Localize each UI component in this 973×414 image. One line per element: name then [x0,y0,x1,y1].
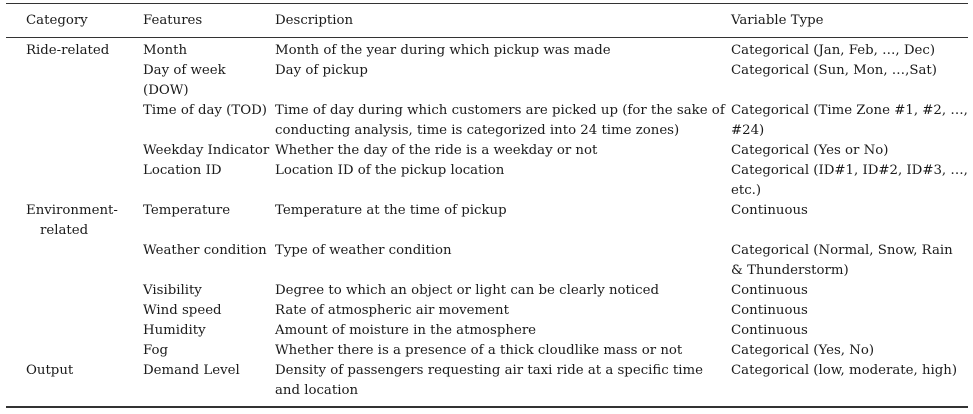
cell-variable-type: Categorical (low, moderate, high) [731,363,958,378]
category-label-continued: related [40,223,89,238]
cell-description: Degree to which an object or light can be clearly noticed [275,283,659,298]
cell-feature: Day of week (DOW) [143,63,226,98]
cell-feature: Month [143,43,188,58]
category-label: Environment- [26,203,118,218]
header-variable-type: Variable Type [731,13,824,28]
table-row [6,361,968,401]
cell-feature: Fog [143,343,169,358]
table-row [6,141,968,161]
cell-category [6,61,143,101]
cell-description: Location ID of the pickup location [275,163,505,178]
cell-description: Whether there is a presence of a thick cloudlike mass or not [275,343,683,358]
cell-variable-type: Categorical (Jan, Feb, …, Dec) [731,43,936,58]
cell-category [6,341,143,361]
table-row [6,301,968,321]
cell-description: Rate of atmospheric air movement [275,303,509,318]
cell-variable-type: Continuous [731,283,808,298]
table-bottom-rule [6,406,968,408]
cell-variable-type: Continuous [731,323,808,338]
cell-description: Temperature at the time of pickup [275,203,507,218]
table-body [6,31,968,401]
table-row [6,31,968,61]
cell-feature: Weather condition [143,243,267,258]
cell-description: Type of weather condition [275,243,452,258]
cell-description: Density of passengers requesting air taxi ride at a specific time and location [275,363,704,398]
header-features: Features [143,13,203,28]
cell-description: Month of the year during which pickup was made [275,43,611,58]
cell-variable-type: Categorical (Yes, No) [731,343,875,358]
table-header [6,11,968,31]
cell-description: Amount of moisture in the atmosphere [275,323,537,338]
cell-category [6,101,143,141]
cell-description: Time of day during which customers are picked up (for the sake of conducting analysis, time is categorized into 24 time zones) [275,103,725,138]
cell-category [6,281,143,301]
cell-category [6,301,143,321]
cell-category [6,31,143,61]
cell-feature: Location ID [143,163,222,178]
cell-description: Whether the day of the ride is a weekday or not [275,143,598,158]
cell-feature: Visibility [143,283,202,298]
table-top-rule [6,3,968,4]
cell-variable-type: Categorical (Yes or No) [731,143,889,158]
cell-category [6,321,143,341]
table-row [6,341,968,361]
cell-variable-type: Continuous [731,203,808,218]
cell-category [6,361,143,401]
table-row [6,61,968,101]
cell-feature: Wind speed [143,303,222,318]
table-row [6,201,968,241]
cell-feature: Time of day (TOD) [143,103,267,118]
cell-feature: Weekday Indicator [143,143,270,158]
cell-variable-type: Categorical (Sun, Mon, …,Sat) [731,63,937,78]
header-row [6,11,968,31]
header-description: Description [275,13,354,28]
table-row [6,101,968,141]
header-category: Category [26,13,88,28]
table-row [6,321,968,341]
cell-category [6,161,143,201]
cell-feature: Temperature [143,203,231,218]
cell-feature: Demand Level [143,363,240,378]
cell-variable-type: Categorical (Normal, Snow, Rain & Thunderstorm) [731,243,953,278]
features-table [6,11,968,401]
table-row [6,161,968,201]
cell-category [6,141,143,161]
cell-feature: Humidity [143,323,206,338]
table-row [6,281,968,301]
category-label: Ride-related [26,43,110,58]
cell-variable-type: Categorical (Time Zone #1, #2, …, #24) [731,103,968,138]
table-row [6,241,968,281]
cell-variable-type: Categorical (ID#1, ID#2, ID#3, …, etc.) [731,163,968,198]
cell-category [6,201,143,241]
cell-description: Day of pickup [275,63,368,78]
cell-variable-type: Continuous [731,303,808,318]
category-label: Output [26,363,74,378]
cell-category [6,241,143,281]
